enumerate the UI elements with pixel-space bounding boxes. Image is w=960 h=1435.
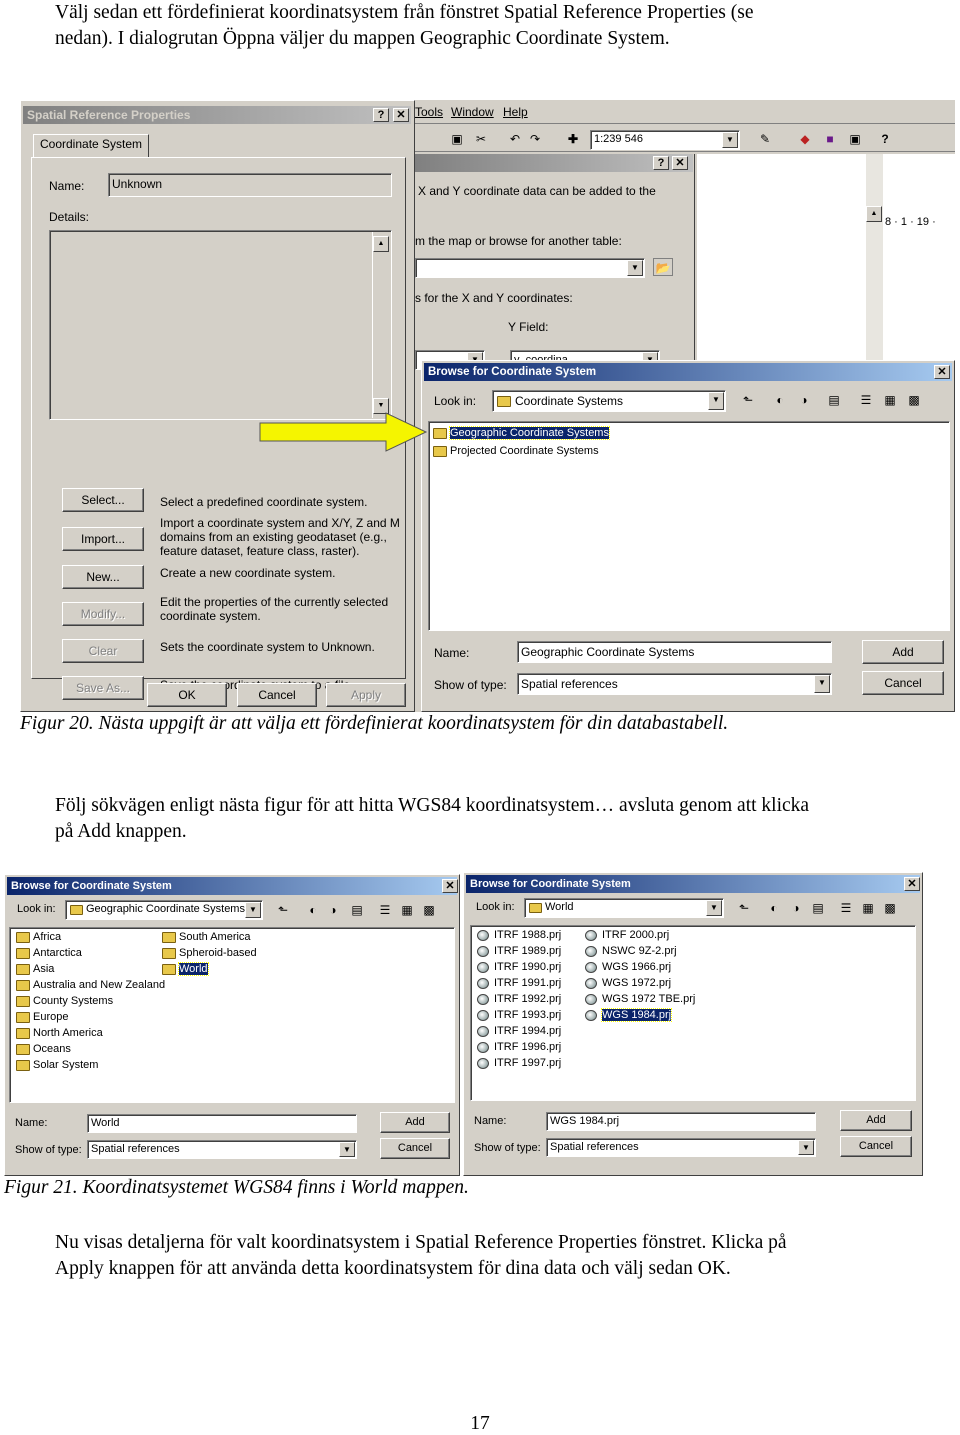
add-data-icon[interactable]: ✚ [567,132,579,146]
details-box [49,230,392,420]
globe-icon [477,1042,489,1053]
list-item-label: County Systems [33,995,114,1007]
show-type-select[interactable]: Spatial references ▼ [87,1140,357,1159]
connect-folder-icon[interactable]: ◐ [776,393,784,407]
help-icon[interactable]: ? [653,156,669,170]
list-item-label: ITRF 1993.prj [494,1009,562,1021]
list-item-label: Africa [33,931,62,943]
list-item-label: NSWC 9Z-2.prj [602,945,677,957]
new-folder-icon[interactable]: ▤ [812,901,824,915]
show-type-label: Show of type: [15,1144,82,1156]
details-scrollbar[interactable] [372,232,390,418]
cancel-button[interactable]: Cancel [862,671,944,695]
look-in-label: Look in: [17,903,56,915]
new-folder-icon[interactable]: ▤ [828,393,840,407]
srp-button-description: Import a coordinate system and X/Y, Z and M domains from an existing geodataset (e.g., feature dataset, feature class, raster). [160,516,400,558]
list-item[interactable] [477,976,561,991]
look-in-select[interactable]: Coordinate Systems ▼ [492,390,726,412]
figure-21-caption: Figur 21. Koordinatsystemet WGS84 finns i World mappen. [4,1177,469,1198]
list-item[interactable] [16,994,113,1009]
new-folder-icon[interactable]: ▤ [351,903,363,917]
folder-icon [16,932,30,943]
yellow-arrow [258,412,430,452]
toolbar [415,126,955,152]
list-item-label: Oceans [33,1043,71,1055]
srp-button-description: Edit the properties of the currently selected coordinate system. [160,595,389,623]
list-item[interactable] [585,976,671,991]
globe-icon [585,994,597,1005]
srp-title: Spatial Reference Properties [27,108,191,122]
browse-title: Browse for Coordinate System [428,366,597,378]
list-item-label: ITRF 1997.prj [494,1057,562,1069]
srp-button-description: Sets the coordinate system to Unknown. [160,640,375,654]
menu-bar [415,100,955,124]
list-item[interactable] [16,946,82,961]
ok-button[interactable]: OK [147,683,227,707]
srp-button-0[interactable]: Select... [62,488,144,512]
srp-button-1[interactable]: Import... [62,527,144,551]
list-item[interactable] [585,928,669,943]
globe-icon [477,930,489,941]
menu-help[interactable]: Help [503,105,528,119]
globe-icon [585,962,597,973]
tab-coordinate-system[interactable]: Coordinate System [33,134,149,158]
folder-icon [16,948,30,959]
list-view-icon[interactable]: ☰ [860,393,872,407]
disconnect-folder-icon[interactable]: ◑ [792,901,800,915]
globe-icon [585,930,597,941]
intro-line-2: nedan). I dialogrutan Öppna väljer du mappen Geographic Coordinate System. [55,28,670,49]
page-number: 17 [470,1413,490,1434]
globe-icon [477,1026,489,1037]
list-item[interactable] [16,930,61,945]
outro-line-1: Nu visas detaljerna för valt koordinatsystem i Spatial Reference Properties fönstret. Klicka på [55,1232,787,1253]
redo-icon[interactable]: ↷ [529,132,541,146]
folder-icon [16,964,30,975]
chevron-down-icon[interactable]: ▼ [722,132,738,148]
srp-button-2[interactable]: New... [62,565,144,589]
list-item-label: ITRF 1994.prj [494,1025,562,1037]
look-in-label: Look in: [476,901,515,913]
srp-titlebar [23,106,411,124]
globe-icon [477,994,489,1005]
globe-icon [585,1010,597,1021]
name-label: Name: [434,646,470,660]
disconnect-folder-icon[interactable]: ◑ [329,903,337,917]
close-icon[interactable]: ✕ [934,365,950,379]
list-item-label: ITRF 2000.prj [602,929,670,941]
srp-button-description: Select a predefined coordinate system. [160,495,368,509]
open-folder-icon[interactable]: 📂 [653,258,673,276]
list-view-icon[interactable]: ☰ [840,901,852,915]
list-item[interactable] [433,444,599,459]
cancel-button[interactable]: Cancel [840,1136,912,1157]
folder-icon [162,932,176,943]
folder-icon [16,980,30,991]
thumbnail-view-icon[interactable]: ▩ [884,901,896,915]
list-item[interactable] [16,1042,71,1057]
chevron-down-icon[interactable]: ▼ [627,260,643,276]
list-item-label: North America [33,1027,103,1039]
close-icon[interactable]: ✕ [904,877,920,891]
list-item[interactable] [162,946,257,961]
srp-button-description: Create a new coordinate system. [160,566,336,580]
globe-icon [585,978,597,989]
details-view-icon[interactable]: ▦ [862,901,874,915]
details-view-icon[interactable]: ▦ [884,393,896,407]
add-xy-text-2: m the map or browse for another table: [415,234,622,248]
up-folder-icon[interactable]: ⬑ [738,901,750,915]
list-item-label: ITRF 1989.prj [494,945,562,957]
list-item[interactable] [16,962,54,977]
globe-icon [497,396,511,407]
globe-icon [585,946,597,957]
list-item-label: WGS 1966.prj [602,961,672,973]
list-item-label: South America [179,931,251,943]
name-input[interactable]: World [87,1114,357,1133]
add-button[interactable]: Add [380,1112,450,1133]
list-item[interactable] [16,1058,98,1073]
browse-dialog [421,360,955,712]
browse-file-list [470,925,916,1101]
chevron-down-icon[interactable]: ▼ [814,675,830,693]
close-icon[interactable]: ✕ [442,879,458,893]
undo-icon[interactable]: ↶ [509,132,521,146]
list-item-label: WGS 1972.prj [602,977,672,989]
list-item[interactable] [477,960,561,975]
list-item[interactable] [162,962,208,977]
browse-file-list [428,421,950,631]
add-button[interactable]: Add [840,1110,912,1131]
help-pointer-icon[interactable]: ? [881,132,889,146]
add-xy-text-1: X and Y coordinate data can be added to the [418,184,656,198]
editor-icon[interactable]: ✎ [759,132,771,146]
list-item[interactable] [477,1008,561,1023]
look-in-select[interactable]: Geographic Coordinate Systems ▼ [65,900,263,920]
chevron-down-icon[interactable]: ▼ [798,1140,814,1155]
list-item[interactable] [585,1008,671,1023]
close-icon[interactable]: ✕ [393,108,409,122]
show-type-label: Show of type: [474,1142,541,1154]
list-item-label: Solar System [33,1059,99,1071]
connect-folder-icon[interactable]: ◐ [770,901,778,915]
scale-input[interactable]: 1:239 546 ▼ [590,130,740,150]
list-item-label: Geographic Coordinate Systems [450,427,609,439]
cancel-button[interactable]: Cancel [380,1138,450,1159]
disconnect-folder-icon[interactable]: ◑ [800,393,808,407]
figure-21-right-dialog [463,872,923,1176]
name-label: Name: [474,1115,507,1127]
folder-icon [16,996,30,1007]
browse-titlebar [424,363,952,381]
srp-button-5[interactable]: Save As... [62,676,144,700]
list-item[interactable] [477,1056,561,1071]
list-item-label: WGS 1972 TBE.prj [602,993,696,1005]
scroll-up-icon[interactable]: ▲ [866,206,882,222]
intro-line-1: Välj sedan ett fördefinierat koordinatsystem från fönstret Spatial Reference Properties (se [55,2,754,23]
list-item-label: World [179,963,208,975]
cancel-button[interactable]: Cancel [237,683,317,707]
show-type-label: Show of type: [434,678,507,692]
thumbnail-view-icon[interactable]: ▩ [908,393,920,407]
add-xy-text-3: s for the X and Y coordinates: [415,291,573,305]
help-icon[interactable]: ? [373,108,389,122]
table-select[interactable] [415,258,645,278]
name-input[interactable]: WGS 1984.prj [546,1112,816,1131]
name-label: Name: [49,179,85,193]
globe-icon [477,978,489,989]
browse-titlebar: Browse for Coordinate System [7,877,457,895]
ruler: 8 · 1 · 19 · [885,216,936,228]
list-item-label: Spheroid-based [179,947,257,959]
name-label: Name: [15,1117,48,1129]
folder-icon [16,1012,30,1023]
folder-icon [16,1060,30,1071]
outro-paragraph [55,1230,787,1282]
mid-paragraph [55,793,809,845]
globe-icon [477,1010,489,1021]
toolbox-icon[interactable]: ◆ [800,132,810,146]
details-view-icon[interactable]: ▦ [401,903,413,917]
list-item[interactable] [585,944,677,959]
folder-icon [433,446,447,457]
list-item[interactable] [433,426,609,441]
list-item-label: ITRF 1991.prj [494,977,562,989]
folder-icon [162,948,176,959]
list-item-label: ITRF 1990.prj [494,961,562,973]
figure-21-left-dialog [4,874,460,1176]
window-icon[interactable]: ▣ [849,132,861,146]
browse-titlebar: Browse for Coordinate System [466,875,920,893]
folder-icon [433,428,447,439]
srp-button-4[interactable]: Clear [62,639,144,663]
globe-icon [477,946,489,957]
list-item[interactable] [16,1010,68,1025]
list-item-label: ITRF 1992.prj [494,993,562,1005]
list-item-label: Europe [33,1011,69,1023]
scroll-down-icon[interactable]: ▼ [373,398,389,414]
list-item[interactable] [16,1026,103,1041]
up-folder-icon[interactable]: ⬑ [742,393,754,407]
name-field: Unknown [108,173,392,197]
list-item[interactable] [477,944,561,959]
spatial-reference-dialog [20,100,415,712]
details-label: Details: [49,210,90,224]
name-input[interactable]: Geographic Coordinate Systems [517,641,832,663]
chevron-down-icon[interactable]: ▼ [706,900,722,916]
list-item[interactable] [477,928,561,943]
chevron-down-icon[interactable]: ▼ [245,902,261,918]
outro-line-2: Apply knappen för att använda detta koordinatsystem för dina data och välj sedan OK. [55,1258,731,1279]
mid-line-2: på Add knappen. [55,821,187,842]
browse-file-list [9,927,455,1103]
intro-paragraph [55,0,754,52]
menu-window[interactable]: Window [451,105,494,119]
chevron-down-icon[interactable]: ▼ [708,392,724,410]
list-item-label: Australia and New Zealand [33,979,166,991]
folder-icon [70,905,83,915]
list-item[interactable] [477,1040,561,1055]
folder-icon [16,1044,30,1055]
list-view-icon[interactable]: ☰ [379,903,391,917]
list-item[interactable] [162,930,251,945]
thumbnail-view-icon[interactable]: ▩ [423,903,435,917]
folder-icon [162,964,176,975]
show-type-select[interactable]: Spatial references ▼ [517,673,832,695]
cut-icon[interactable]: ✂ [475,132,487,146]
srp-button-3[interactable]: Modify... [62,602,144,626]
list-item[interactable] [585,992,695,1007]
show-type-select[interactable]: Spatial references ▼ [546,1138,816,1157]
list-item[interactable] [477,992,561,1007]
add-button[interactable]: Add [862,640,944,664]
folder-icon [16,1028,30,1039]
arctoolbox-icon[interactable]: ■ [826,132,834,146]
list-item[interactable] [477,1024,561,1039]
connect-folder-icon[interactable]: ◐ [309,903,317,917]
list-item-label: ITRF 1996.prj [494,1041,562,1053]
folder-icon [529,903,542,913]
list-item-label: Antarctica [33,947,82,959]
menu-tools[interactable]: Tools [415,105,444,119]
list-item-label: ITRF 1988.prj [494,929,562,941]
globe-icon [477,962,489,973]
list-item-label: Projected Coordinate Systems [450,445,599,457]
save-icon[interactable]: ▣ [451,132,463,146]
y-field-label: Y Field: [508,320,549,334]
close-icon[interactable]: ✕ [672,156,688,170]
add-xy-titlebar [415,154,693,172]
mid-line-1: Följ sökvägen enligt nästa figur för att hitta WGS84 koordinatsystem… avsluta genom att klicka [55,795,810,816]
globe-icon [477,1058,489,1069]
scroll-up-icon[interactable]: ▲ [373,236,389,252]
up-folder-icon[interactable]: ⬑ [277,903,289,917]
figure-20-screenshot [20,100,955,712]
look-in-select[interactable]: World ▼ [524,898,724,918]
chevron-down-icon[interactable]: ▼ [339,1142,355,1157]
list-item[interactable] [16,978,165,993]
figure-20-caption: Figur 20. Nästa uppgift är att välja ett fördefinierat koordinatsystem för din databastabell. [20,713,729,734]
apply-button[interactable]: Apply [326,683,406,707]
list-item-label: Asia [33,963,55,975]
list-item[interactable] [585,960,671,975]
look-in-label: Look in: [434,394,477,408]
list-item-label: WGS 1984.prj [602,1009,672,1021]
